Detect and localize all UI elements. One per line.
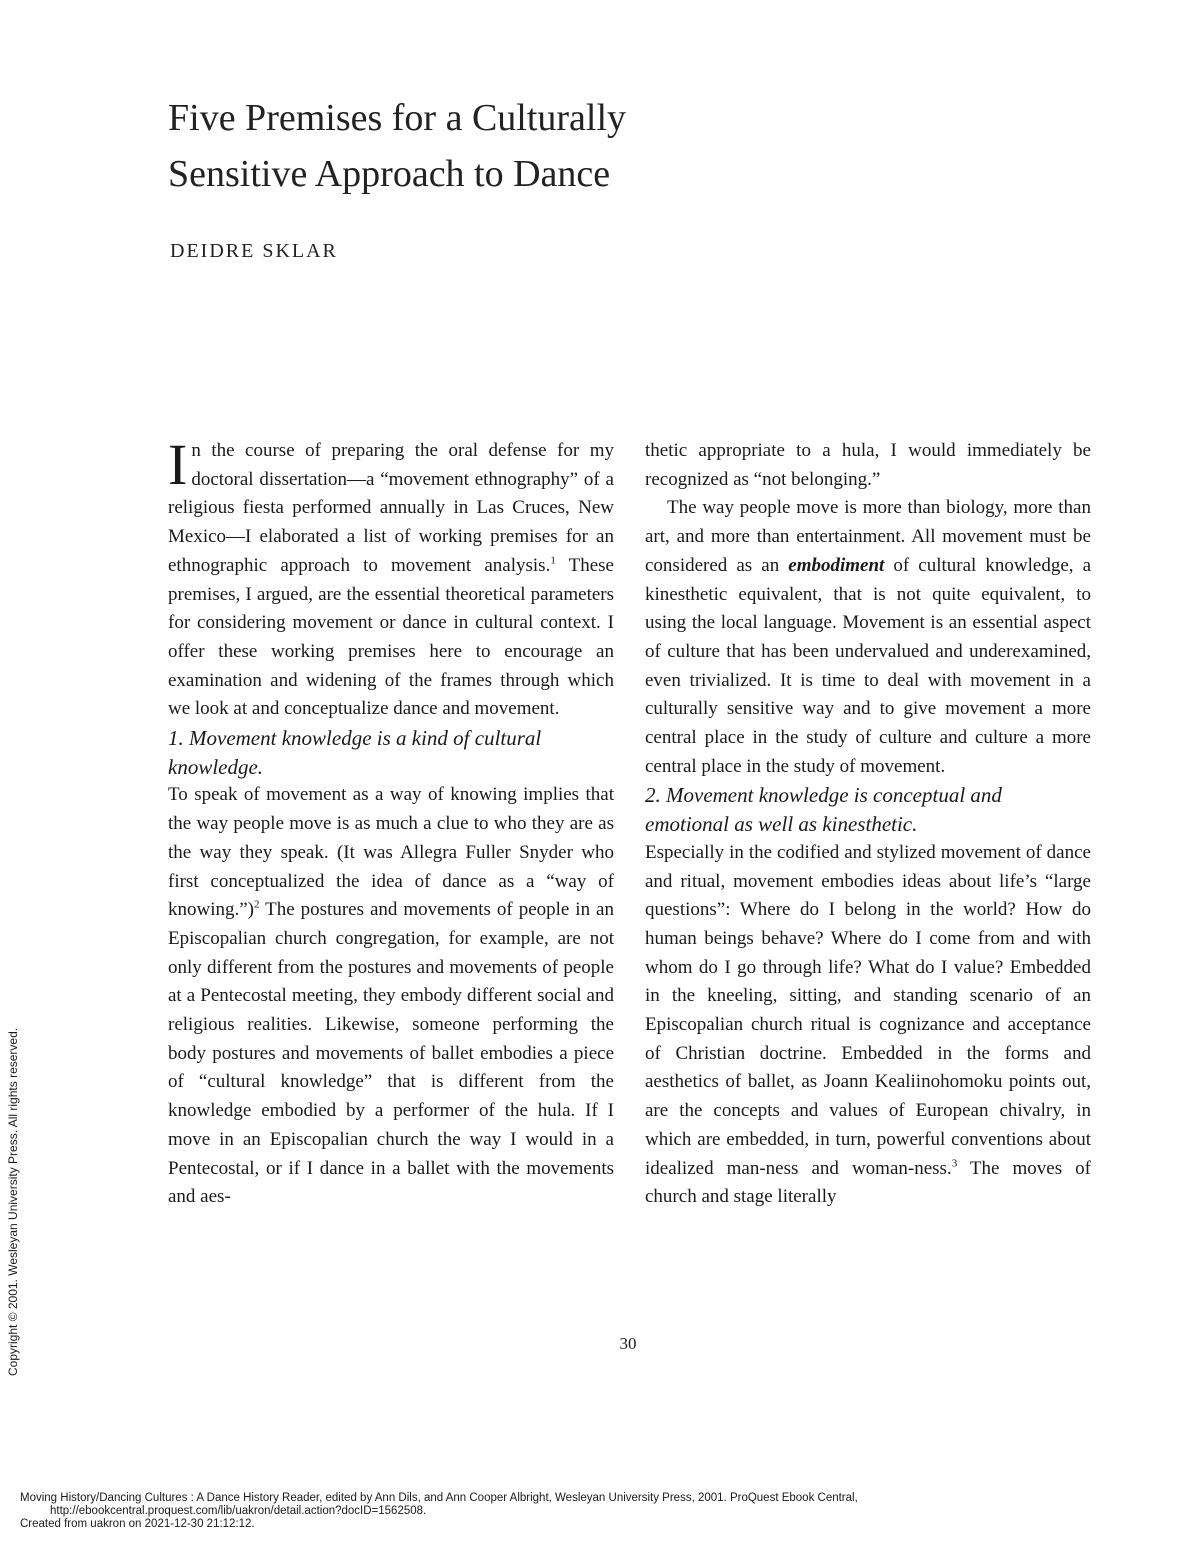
section-heading-1 xyxy=(168,724,614,781)
heading-2-number: 2. xyxy=(645,783,661,808)
left-column xyxy=(168,432,614,1212)
footnote-ref-1[interactable]: 1 xyxy=(550,554,556,567)
body-paragraph xyxy=(645,839,1091,1212)
p2-text-cont: The postures and movements of people in an Episcopalian church congregation, for example, are not only different from the postures and movements of people at a Pentecostal meeting, they embody different social and religious realities. Likewise, someone performing the body postures and movements of ballet embodies a piece of “cultural knowledge” that is different from the knowledge embodied by a performer of the hula. If I move in an Episcopalian church the way I would in a Pentecostal, or if I dance in a ballet with the movements and aes- xyxy=(168,899,614,1208)
continued-paragraph: thetic appropriate to a hula, I would immediately be recognized as “not belonging.” xyxy=(645,440,1091,490)
citation-link[interactable]: http://ebookcentral.proquest.com/lib/uakron/detail.action?docID=1562508. xyxy=(50,1505,427,1517)
rp2-text-cont: of cultural knowledge, a kinesthetic equivalent, that is not quite equivalent, to using the local language. Movement is an essential aspect of culture that has been undervalued and underexamined, even trivialized. It is time to deal with movement in a culturally sensitive way and to give movement a more central place in the study of culture and culture a more central place in the study of movement. xyxy=(645,554,1092,777)
footnote-ref-3[interactable]: 3 xyxy=(951,1157,958,1170)
rp3-text-cont: The moves of church and stage literally xyxy=(645,1157,1091,1208)
footnote-ref-2[interactable]: 2 xyxy=(254,898,260,911)
p2-text: To speak of movement as a way of knowing implies that the way people move is as much a clue to who they are as the way they speak. (It was Allegra Fuller Snyder who first conceptualized the idea of dance as a “way of knowing.”) xyxy=(168,784,614,921)
page-number: 30 xyxy=(619,1334,637,1353)
intro-text: n the course of preparing the oral defense for my doctoral dissertation—a “movement ethnography” of a religious fiesta performed annually in Las Cruces, New Mexico—I elaborated a list of working premises for an ethnographic approach to movement analysis. xyxy=(168,440,614,576)
copyright-notice: Copyright © 2001. Wesleyan University Press. All rights reserved. xyxy=(6,1027,20,1376)
intro-paragraph xyxy=(168,432,614,724)
created-line: Created from uakron on 2021-12-30 21:12:12. xyxy=(20,1518,255,1530)
rp2-text: The way people move is more than biology, more than art, and more than entertainment. All movement must be considered as an xyxy=(645,497,1091,576)
body-paragraph xyxy=(168,781,614,1212)
citation-footer xyxy=(20,1492,1180,1531)
emphasis: embodiment xyxy=(788,554,885,576)
citation-line: Moving History/Dancing Cultures : A Dance History Reader, edited by Ann Dils, and Ann Cooper Albright, Wesleyan University Press, 2001. ProQuest Ebook Central, xyxy=(20,1492,858,1504)
author-name: DEIDRE SKLAR xyxy=(170,240,338,262)
heading-1-number: 1. xyxy=(168,726,184,751)
intro-text-cont: These premises, I argued, are the essential theoretical parameters for considering movement or dance in cultural context. I offer these working premises here to encourage an examination and widening of the frames through which we look at and conceptualize dance and movement. xyxy=(168,554,614,720)
article-title xyxy=(168,90,868,202)
body-paragraph xyxy=(645,494,1091,781)
right-column xyxy=(645,437,1091,1212)
drop-cap: I xyxy=(168,432,188,497)
title-line-2: Sensitive Approach to Dance xyxy=(168,153,611,195)
title-line-1: Five Premises for a Culturally xyxy=(168,97,627,139)
heading-1-text: Movement knowledge is a kind of cultural knowledge. xyxy=(168,726,542,779)
section-heading-2 xyxy=(645,781,1091,838)
rp3-text: Especially in the codified and stylized movement of dance and ritual, movement embodies ideas about life’s “large questions”: Where do I belong in the world? How do human beings behave? Where do I come from and with whom do I go through life? What do I value? Embedded in the kneeling, sitting, and standing scenario of an Episcopalian church ritual is cognizance and acceptance of Christian doctrine. Embedded in the forms and aesthetics of ballet, as Joann Kealiinohomoku points out, are the concepts and values of European chivalry, in which are embedded, in turn, powerful conventions about idealized man-ness and woman-ness. xyxy=(645,841,1091,1179)
heading-2-text: Movement knowledge is conceptual and emotional as well as kinesthetic. xyxy=(645,783,1002,837)
